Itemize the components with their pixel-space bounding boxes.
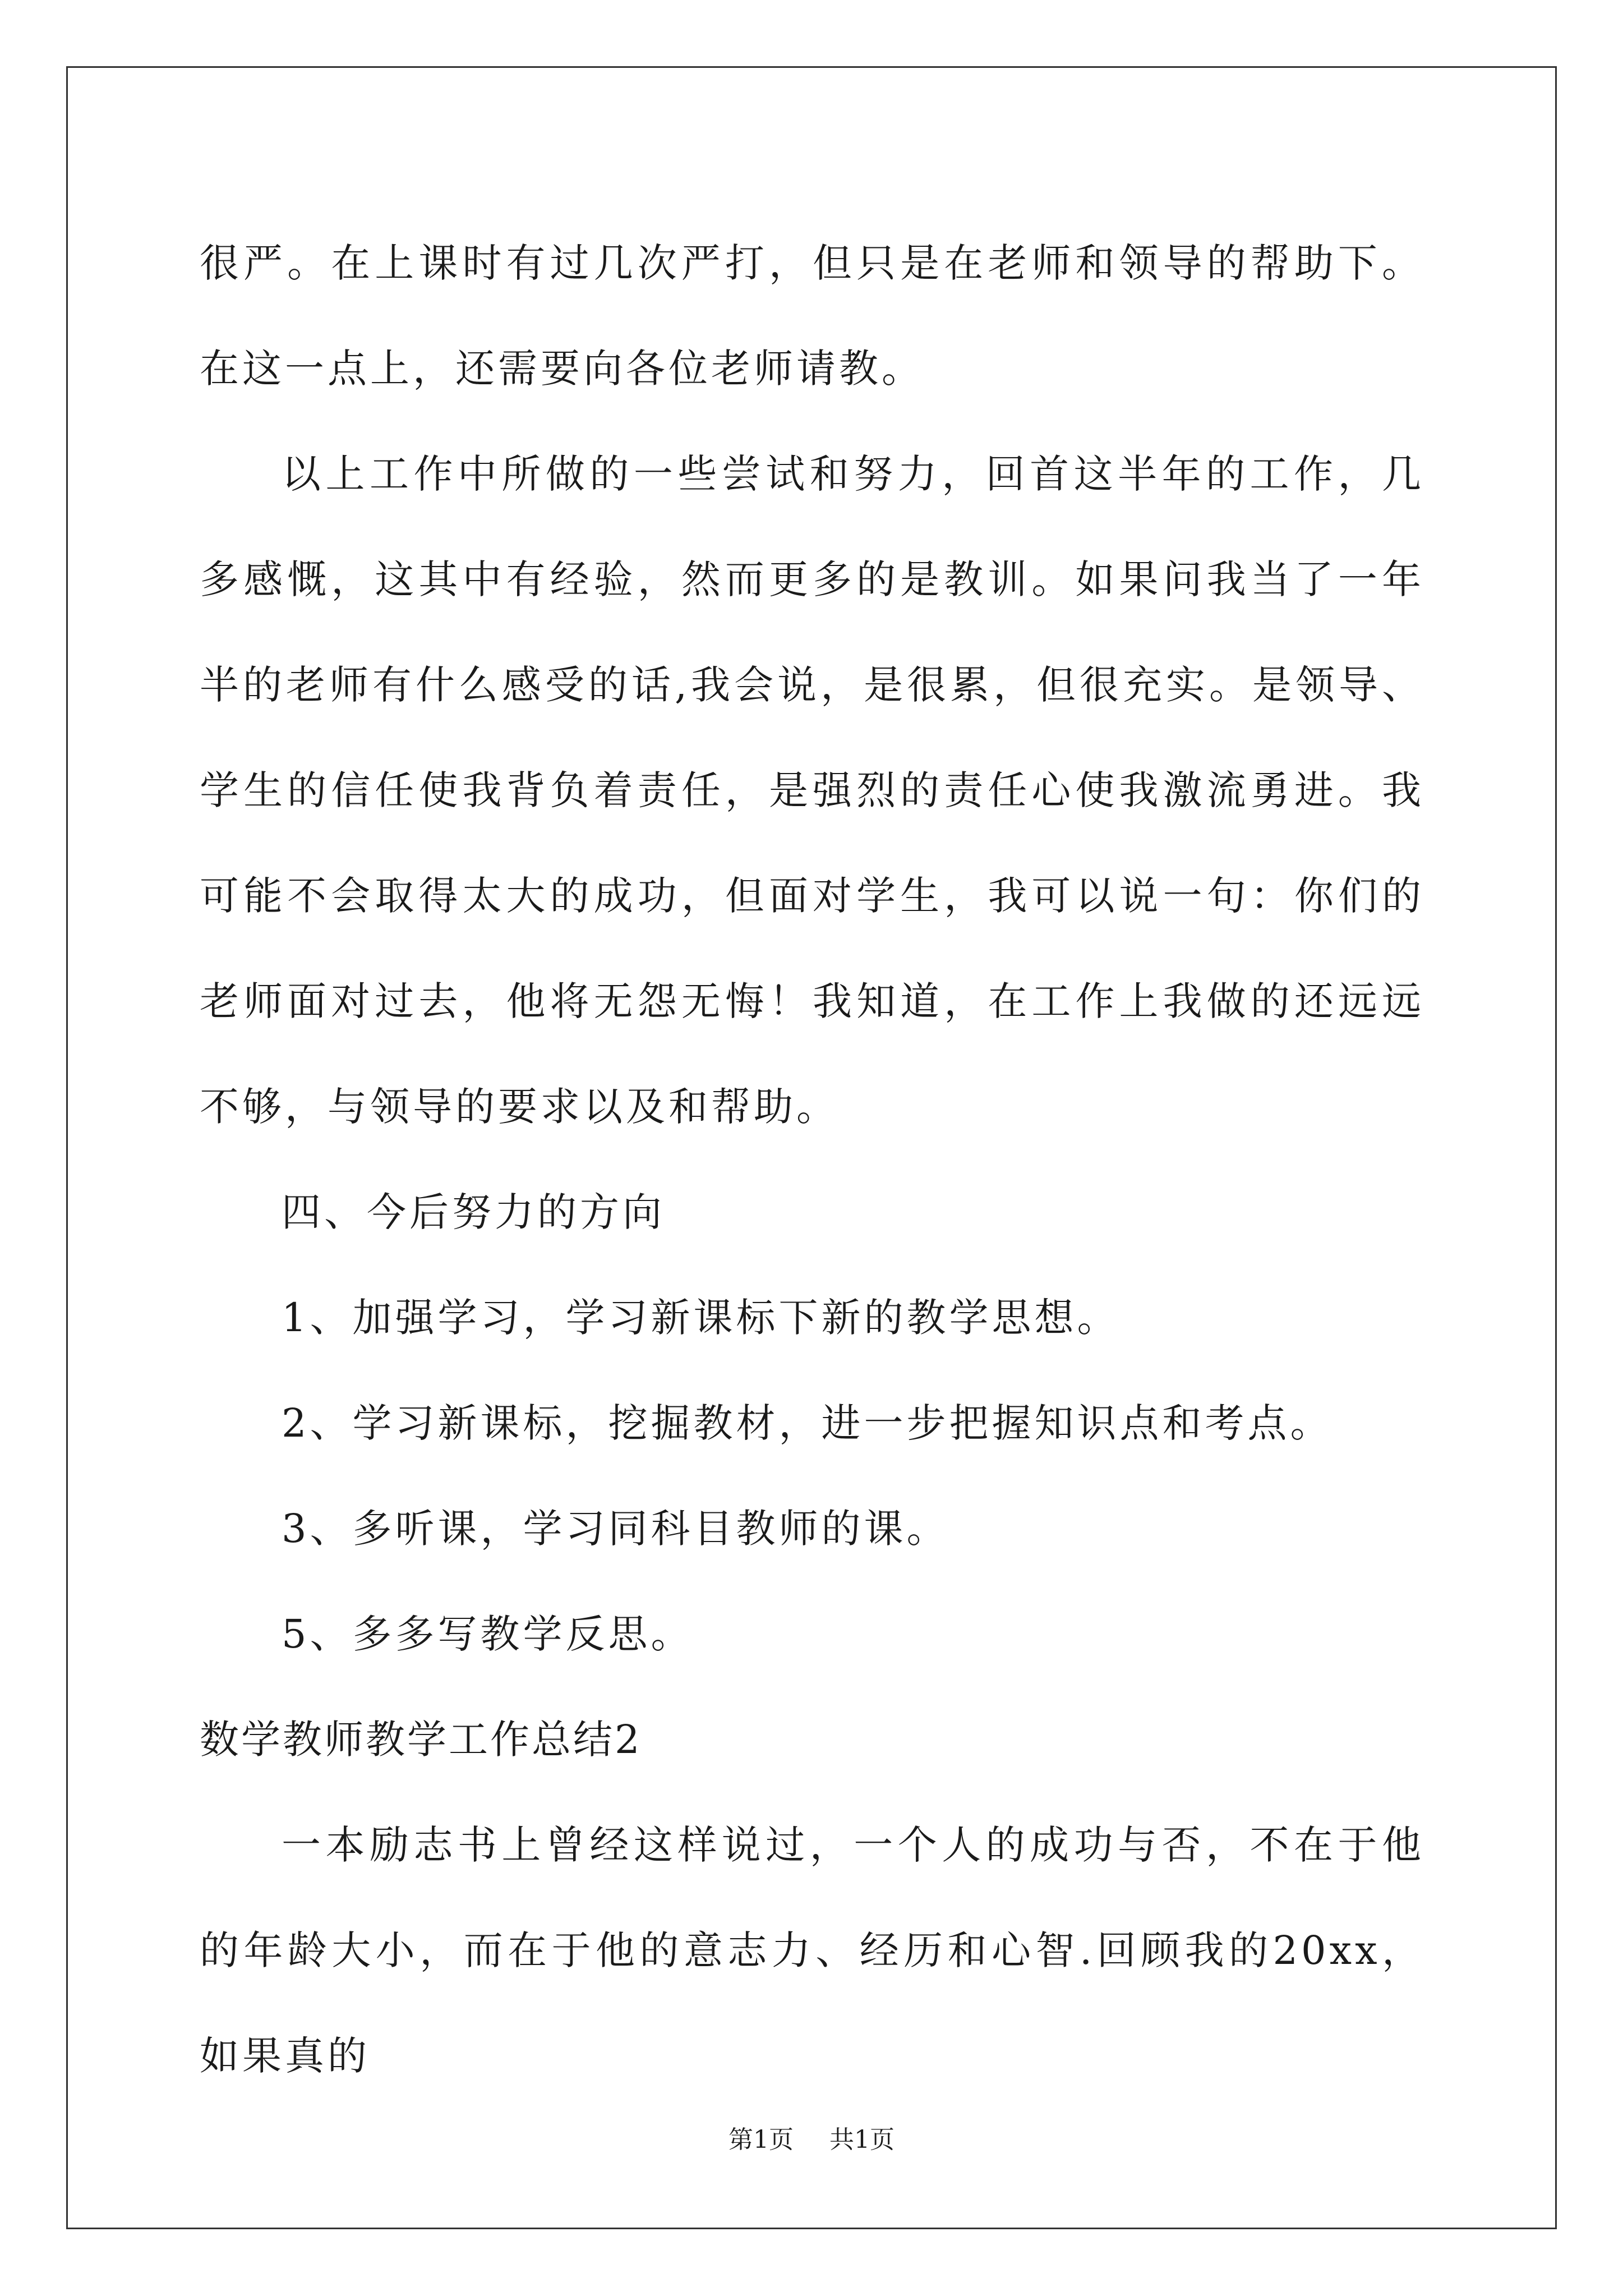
paragraph-1: 很严。在上课时有过几次严打，但只是在老师和领导的帮助下。在这一点上，还需要向各位老师请教。: [200, 240, 1424, 392]
list-item-5: 5、多多写教学反思。: [282, 1611, 694, 1657]
list-item-2: 2、学习新课标，挖掘教材，进一步把握知识点和考点。: [282, 1400, 1333, 1446]
page-total: 共1页: [829, 2125, 895, 2154]
page-number: 第1页: [728, 2125, 794, 2154]
section-four-heading: 四、今后努力的方向: [282, 1189, 665, 1235]
section-title: 数学教师教学工作总结2: [200, 1717, 642, 1763]
list-item-1: 1、加强学习，学习新课标下新的教学思想。: [282, 1295, 1120, 1341]
section-paragraph: 一本励志书上曾经这样说过，一个人的成功与否，不在于他的年龄大小，而在于他的意志力、经历和心智.回顾我的20xx，如果真的: [200, 1822, 1424, 2079]
list-item-3: 3、多听课，学习同科目教师的课。: [282, 1506, 949, 1552]
page-footer: [0, 2123, 1623, 2157]
paragraph-2: 以上工作中所做的一些尝试和努力，回首这半年的工作，几多感慨，这其中有经验，然而更多的是教训。如果问我当了一年半的老师有什么感受的话,我会说，是很累，但很充实。是领导、学生的信任使我背负着责任，是强烈的责任心使我激流勇进。我可能不会取得太大的成功，但面对学生，我可以说一句：你们的老师面对过去，他将无怨无悔！我知道，在工作上我做的还远远不够，与领导的要求以及和帮助。: [200, 451, 1424, 1130]
document-body: [200, 210, 1424, 2109]
